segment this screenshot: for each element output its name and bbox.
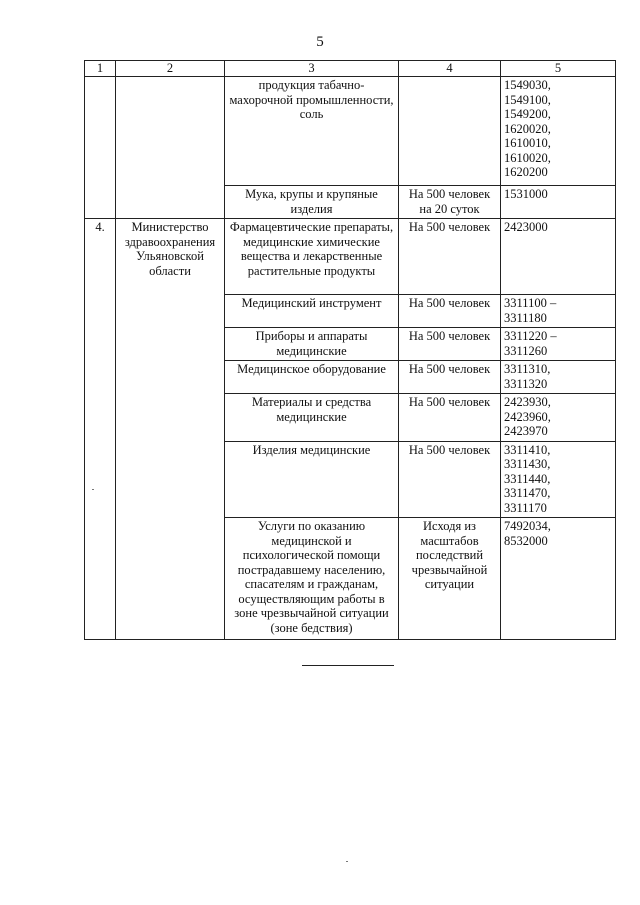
- codes-cell: 2423930, 2423960, 2423970: [501, 394, 616, 442]
- page-number: 5: [316, 34, 324, 50]
- table-row: [85, 77, 616, 186]
- product-cell: Мука, крупы и крупяные изделия: [225, 186, 399, 219]
- norm-cell: На 500 человек: [399, 295, 501, 328]
- codes-cell: 7492034, 8532000: [501, 518, 616, 640]
- scan-speck: [346, 861, 348, 862]
- norm-cell: На 500 человек: [399, 441, 501, 518]
- ministry-cell: [116, 77, 225, 219]
- norm-cell: На 500 человек: [399, 328, 501, 361]
- norm-cell: На 500 человек: [399, 394, 501, 442]
- end-of-document-rule: [302, 665, 394, 666]
- ministry-cell: Министерство здравоохранения Ульяновской области: [116, 219, 225, 640]
- norm-cell: [399, 77, 501, 186]
- column-number-row: [85, 61, 616, 77]
- product-cell: Приборы и аппараты медицинские: [225, 328, 399, 361]
- product-cell: Медицинское оборудование: [225, 361, 399, 394]
- table-row: [85, 219, 616, 295]
- product-cell: Услуги по оказанию медицинской и психологической помощи пострадавшему населению, спасателям и гражданам, осуществляющим работы в зоне чрезвычайной ситуации (зоне бедствия): [225, 518, 399, 640]
- column-number: 1: [85, 61, 116, 77]
- codes-cell: 2423000: [501, 219, 616, 295]
- norm-cell: На 500 человек: [399, 219, 501, 295]
- product-cell: Фармацевтические препараты, медицинские химические вещества и лекарственные растительные продукты: [225, 219, 399, 295]
- column-number: 3: [225, 61, 399, 77]
- row-number-cell: 4.: [85, 219, 116, 640]
- codes-cell: 3311220 – 3311260: [501, 328, 616, 361]
- norm-cell: На 500 человек: [399, 361, 501, 394]
- product-cell: продукция табачно-махорочной промышленности, соль: [225, 77, 399, 186]
- norm-cell: На 500 человек на 20 суток: [399, 186, 501, 219]
- supply-table: [84, 60, 616, 640]
- norm-cell: Исходя из масштабов последствий чрезвычайной ситуации: [399, 518, 501, 640]
- codes-cell: 1531000: [501, 186, 616, 219]
- column-number: 5: [501, 61, 616, 77]
- row-number-cell: [85, 77, 116, 219]
- codes-cell: 1549030, 1549100, 1549200, 1620020, 1610010, 1610020, 1620200: [501, 77, 616, 186]
- codes-cell: 3311310, 3311320: [501, 361, 616, 394]
- codes-cell: 3311410, 3311430, 3311440, 3311470, 3311170: [501, 441, 616, 518]
- scan-speck: [92, 489, 94, 490]
- product-cell: Медицинский инструмент: [225, 295, 399, 328]
- product-cell: Материалы и средства медицинские: [225, 394, 399, 442]
- column-number: 4: [399, 61, 501, 77]
- codes-cell: 3311100 – 3311180: [501, 295, 616, 328]
- product-cell: Изделия медицинские: [225, 441, 399, 518]
- column-number: 2: [116, 61, 225, 77]
